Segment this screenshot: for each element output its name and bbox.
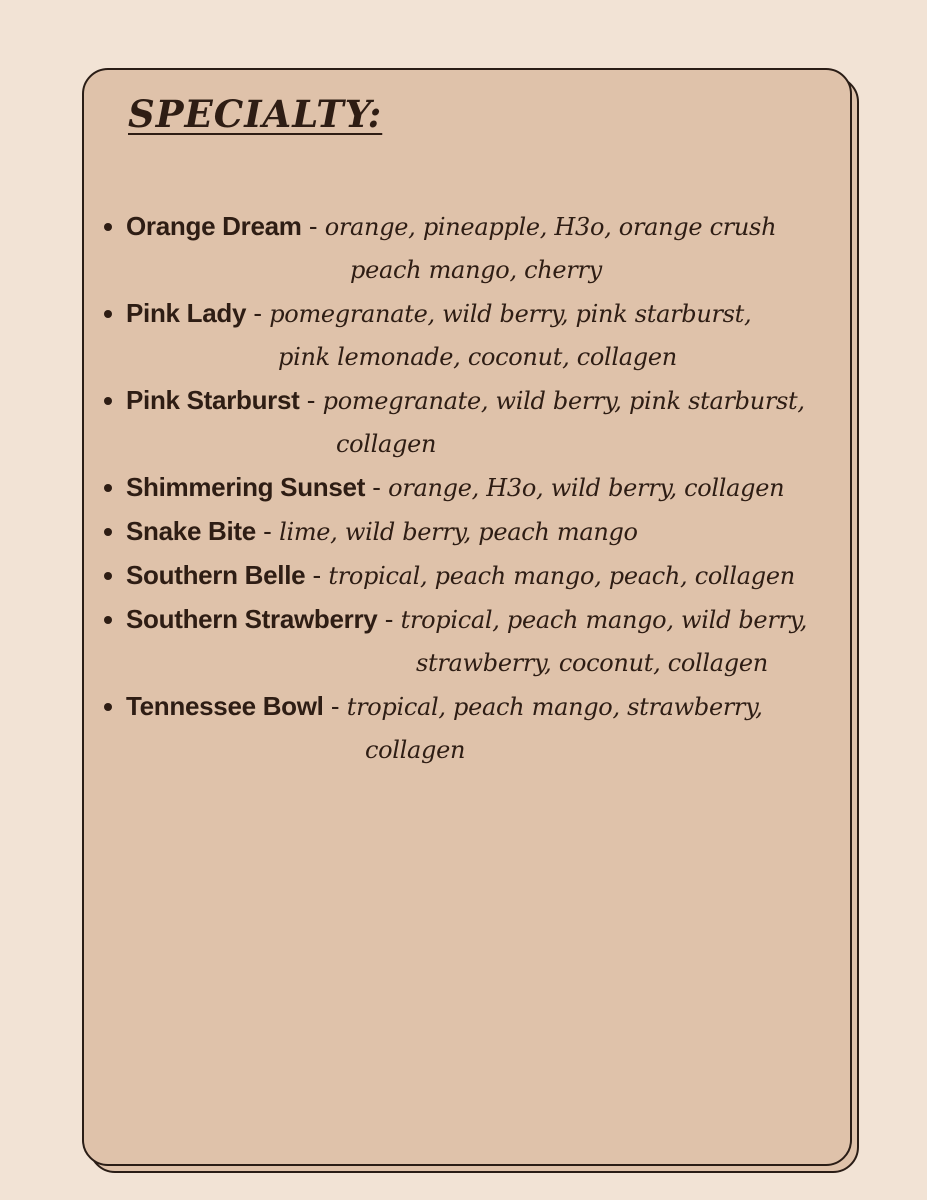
- drink-name: Tennessee Bowl: [126, 691, 324, 721]
- bullet-icon: [104, 703, 112, 711]
- bullet-icon: [104, 310, 112, 318]
- bullet-icon: [104, 484, 112, 492]
- drink-ingredients: tropical, peach mango, strawberry,: [346, 693, 763, 721]
- list-item: [100, 379, 860, 466]
- drink-ingredients: orange, pineapple, H3o, orange crush: [324, 213, 777, 241]
- drink-ingredients-continued: collagen: [365, 736, 466, 764]
- drink-ingredients: pomegranate, wild berry, pink starburst,: [269, 300, 752, 328]
- drink-name: Snake Bite: [126, 516, 256, 546]
- list-item: [100, 510, 860, 554]
- bullet-icon: [104, 616, 112, 624]
- drink-name: Southern Belle: [126, 560, 306, 590]
- list-item: [100, 598, 860, 685]
- separator: -: [299, 385, 323, 415]
- separator: -: [365, 472, 389, 502]
- drink-name: Pink Lady: [126, 298, 247, 328]
- drink-ingredients: tropical, peach mango, peach, collagen: [328, 562, 795, 590]
- separator: -: [323, 691, 347, 721]
- drink-ingredients: orange, H3o, wild berry, collagen: [388, 474, 785, 502]
- list-item: [100, 205, 860, 292]
- specialty-list: [100, 205, 860, 772]
- separator: -: [255, 516, 280, 546]
- separator: -: [305, 560, 329, 590]
- list-item: [100, 292, 860, 379]
- drink-name: Pink Starburst: [126, 385, 300, 415]
- list-item: [100, 554, 860, 598]
- drink-ingredients: pomegranate, wild berry, pink starburst,: [322, 387, 805, 415]
- separator: -: [246, 298, 270, 328]
- list-item: [100, 466, 860, 510]
- separator: -: [301, 211, 325, 241]
- bullet-icon: [104, 397, 112, 405]
- list-item: [100, 685, 860, 772]
- drink-ingredients-continued: pink lemonade, coconut, collagen: [278, 343, 677, 371]
- drink-name: Shimmering Sunset: [126, 472, 366, 502]
- drink-ingredients-continued: collagen: [336, 430, 437, 458]
- drink-name: Southern Strawberry: [126, 604, 378, 634]
- separator: -: [377, 604, 401, 634]
- drink-ingredients-continued: strawberry, coconut, collagen: [416, 649, 768, 677]
- section-title: SPECIALTY:: [128, 92, 383, 136]
- bullet-icon: [104, 223, 112, 231]
- drink-ingredients: tropical, peach mango, wild berry,: [400, 606, 808, 634]
- drink-ingredients-continued: peach mango, cherry: [350, 256, 602, 284]
- bullet-icon: [104, 528, 112, 536]
- drink-ingredients: lime, wild berry, peach mango: [279, 518, 638, 546]
- bullet-icon: [104, 572, 112, 580]
- drink-name: Orange Dream: [126, 211, 302, 241]
